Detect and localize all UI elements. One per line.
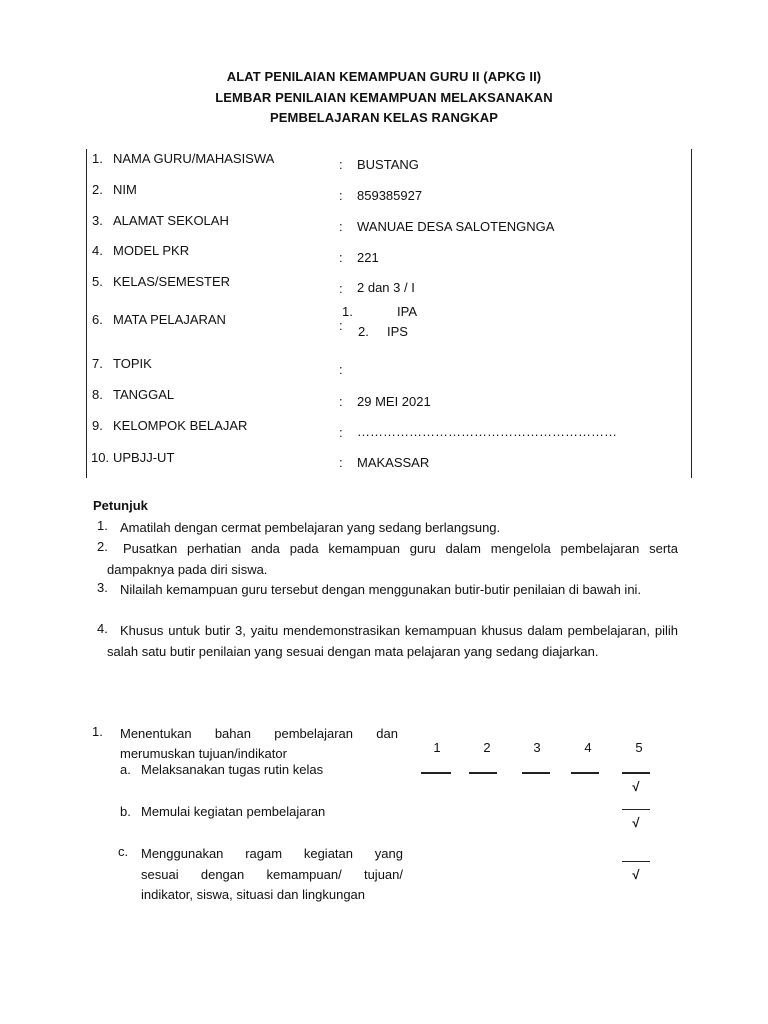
subject-name: IPS	[387, 324, 408, 339]
row-number: 9.	[92, 418, 103, 433]
subject-name: IPA	[397, 304, 417, 319]
item-text-line: sesuai dengan kemampuan/ tujuan/	[141, 866, 403, 882]
instruction-text: Khusus untuk butir 3, yaitu mendemonstrasikan kemampuan khusus dalam pembelajaran, pilih salah satu butir penilaian yang sesuai dengan mata pelajaran yang sedang diajarkan.	[107, 623, 678, 659]
item-text-line: Menggunakan ragam kegiatan yang	[141, 846, 403, 861]
row-number: 5.	[92, 274, 103, 289]
row-number: 8.	[92, 387, 103, 402]
score-line	[522, 772, 550, 774]
row-value: 221	[357, 250, 379, 265]
row-number: 1.	[92, 151, 103, 166]
row-label: TOPIK	[113, 356, 152, 371]
row-value: MAKASSAR	[357, 455, 430, 470]
score-line	[622, 809, 650, 810]
row-number: 4.	[92, 243, 103, 258]
score-line	[622, 861, 650, 862]
score-line	[622, 772, 650, 774]
instructions-heading: Petunjuk	[93, 498, 148, 513]
subject-number: 1.	[342, 304, 353, 319]
doc-title-line-2: LEMBAR PENILAIAN KEMAMPUAN MELAKSANAKAN	[215, 90, 553, 105]
scale-header: 5	[635, 740, 643, 755]
score-line	[469, 772, 497, 774]
doc-title-line-1: ALAT PENILAIAN KEMAMPUAN GURU II (APKG II)	[226, 69, 542, 84]
row-label: KELAS/SEMESTER	[113, 274, 231, 289]
instruction-text: Nilailah kemampuan guru tersebut dengan menggunakan butir-butir penilaian di bawah ini.	[120, 582, 642, 597]
row-colon: :	[339, 362, 343, 377]
subject-number: 2.	[358, 324, 369, 339]
row-number: 6.	[92, 312, 103, 327]
row-value: WANUAE DESA SALOTENGNGA	[357, 219, 555, 234]
row-label: NAMA GURU/MAHASISWA	[113, 151, 275, 166]
row-label: UPBJJ-UT	[113, 450, 175, 465]
row-label: KELOMPOK BELAJAR	[113, 418, 248, 433]
row-number: 10.	[91, 450, 110, 465]
score-line	[571, 772, 599, 774]
item-letter: a.	[120, 762, 131, 777]
row-label: MATA PELAJARAN	[113, 312, 226, 327]
item-text: Melaksanakan tugas rutin kelas	[141, 762, 324, 777]
row-colon: :	[339, 425, 343, 440]
scale-header: 1	[433, 740, 441, 755]
row-colon: :	[339, 455, 343, 470]
scale-header: 4	[584, 740, 592, 755]
item-text	[141, 844, 403, 906]
row-label: TANGGAL	[113, 387, 175, 402]
row-colon: :	[339, 318, 343, 333]
check-mark-icon: √	[632, 867, 640, 882]
instruction-number: 3.	[97, 580, 108, 595]
row-label: ALAMAT SEKOLAH	[113, 213, 229, 228]
row-label: NIM	[113, 182, 137, 197]
row-colon: :	[339, 250, 343, 265]
row-colon: :	[339, 157, 343, 172]
scale-header: 2	[483, 740, 491, 755]
instruction-number: 1.	[97, 518, 108, 533]
row-number: 7.	[92, 356, 103, 371]
row-label: MODEL PKR	[113, 243, 190, 258]
row-colon: :	[339, 219, 343, 234]
item-text-line: indikator, siswa, situasi dan lingkungan	[141, 887, 366, 902]
row-number: 2.	[92, 182, 103, 197]
instruction-text: Amatilah dengan cermat pembelajaran yang sedang berlangsung.	[120, 520, 501, 535]
instruction-text: Pusatkan perhatian anda pada kemampuan guru dalam mengelola pembelajaran serta dampaknya pada diri siswa.	[107, 541, 678, 577]
item-letter: c.	[118, 844, 129, 859]
section-number: 1.	[92, 724, 103, 739]
row-value: BUSTANG	[357, 157, 419, 172]
doc-title-line-3: PEMBELAJARAN KELAS RANGKAP	[270, 110, 498, 125]
row-number: 3.	[92, 213, 103, 228]
row-value: 29 MEI 2021	[357, 394, 431, 409]
row-colon: :	[339, 281, 343, 296]
item-text: Memulai kegiatan pembelajaran	[141, 804, 326, 819]
section-title	[120, 724, 398, 764]
check-mark-icon: √	[632, 779, 640, 794]
row-colon: :	[339, 394, 343, 409]
row-value: 2 dan 3 / I	[357, 280, 415, 295]
check-mark-icon: √	[632, 815, 640, 830]
row-value: ……………………………………………………	[357, 424, 617, 439]
section-title-line: Menentukan bahan pembelajaran dan	[120, 726, 398, 741]
row-colon: :	[339, 188, 343, 203]
scale-header: 3	[533, 740, 541, 755]
item-letter: b.	[120, 804, 131, 819]
row-value: 859385927	[357, 188, 423, 203]
section-title-line: merumuskan tujuan/indikator	[120, 746, 287, 761]
instruction-number: 4.	[97, 621, 108, 636]
score-line	[421, 772, 451, 774]
instruction-number: 2.	[97, 539, 108, 554]
